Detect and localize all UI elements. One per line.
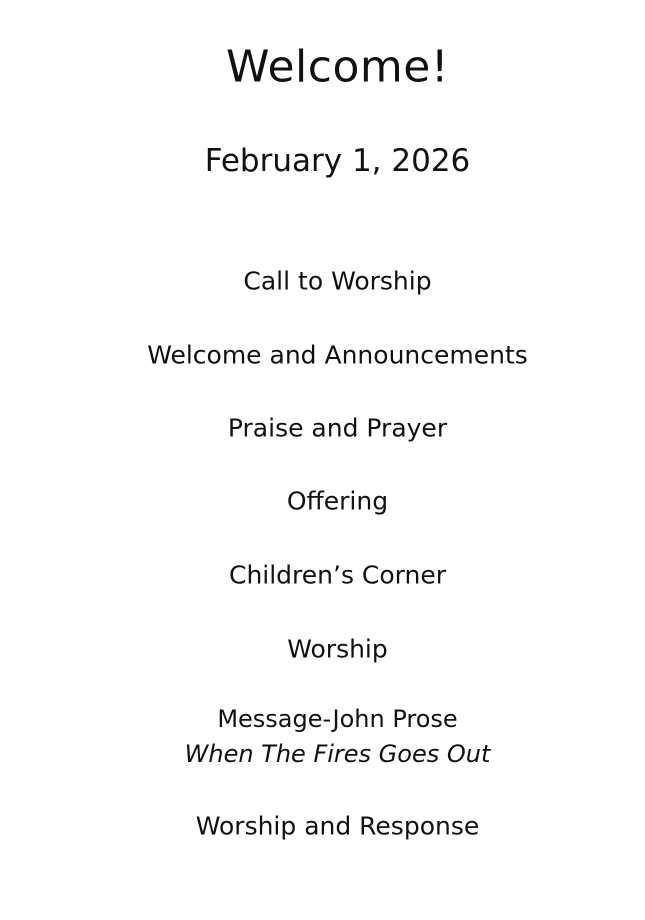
service-item-call-to-worship: Call to Worship: [243, 266, 432, 296]
sermon-title: When The Fires Goes Out: [184, 740, 491, 768]
service-item-worship: Worship: [287, 634, 388, 664]
page-title: Welcome!: [226, 41, 449, 93]
service-item-praise-prayer: Praise and Prayer: [227, 413, 448, 443]
service-item-offering: Offering: [286, 486, 389, 516]
message-speaker: Message-John Prose: [217, 705, 458, 733]
service-date: February 1, 2026: [204, 143, 471, 179]
service-item-childrens-corner: Children’s Corner: [228, 560, 447, 590]
service-item-welcome-announcements: Welcome and Announcements: [147, 340, 528, 370]
service-item-worship-response: Worship and Response: [195, 811, 480, 841]
